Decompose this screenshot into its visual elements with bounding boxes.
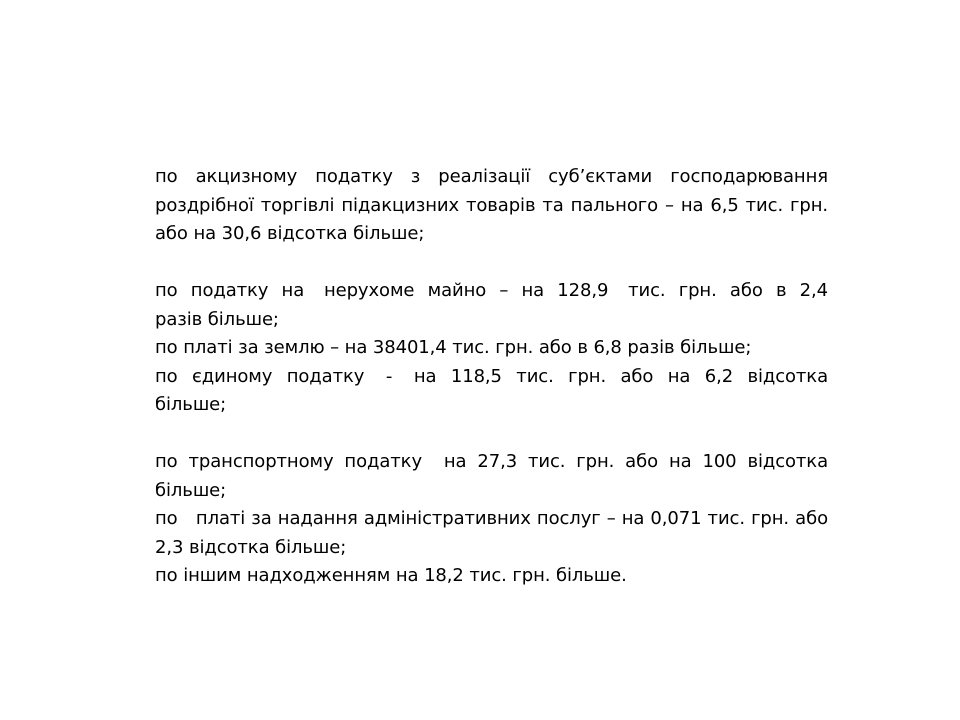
paragraph-transport-tax: по транспортному податку на 27,3 тис. грн. або на 100 відсотка більше;: [155, 451, 834, 501]
paragraph-excise-tax: по акцизному податку з реалізації суб’єктами господарювання роздрібної торгівлі підакцизних товарів та пального – на 6,5 тис. грн. або на 30,6 відсотка більше;: [155, 166, 834, 244]
paragraph-single-tax: по єдиному податку - на 118,5 тис. грн. або на 6,2 відсотка більше;: [155, 365, 834, 415]
text-body: [155, 163, 834, 591]
paragraph-gap: [155, 249, 828, 278]
paragraph-property-tax: по податку на нерухоме майно – на 128,9 тис. грн. або в 2,4 разів більше;: [155, 280, 834, 330]
paragraph-admin-services-fee: по платі за надання адміністративних послуг – на 0,071 тис. грн. або 2,3 відсотка більше;: [155, 508, 834, 558]
paragraph-land-fee: по платі за землю – на 38401,4 тис. грн. або в 6,8 разів більше;: [155, 337, 752, 358]
paragraph-other-revenues: по іншим надходженням на 18,2 тис. грн. більше.: [155, 565, 627, 586]
paragraph-gap: [155, 420, 828, 449]
